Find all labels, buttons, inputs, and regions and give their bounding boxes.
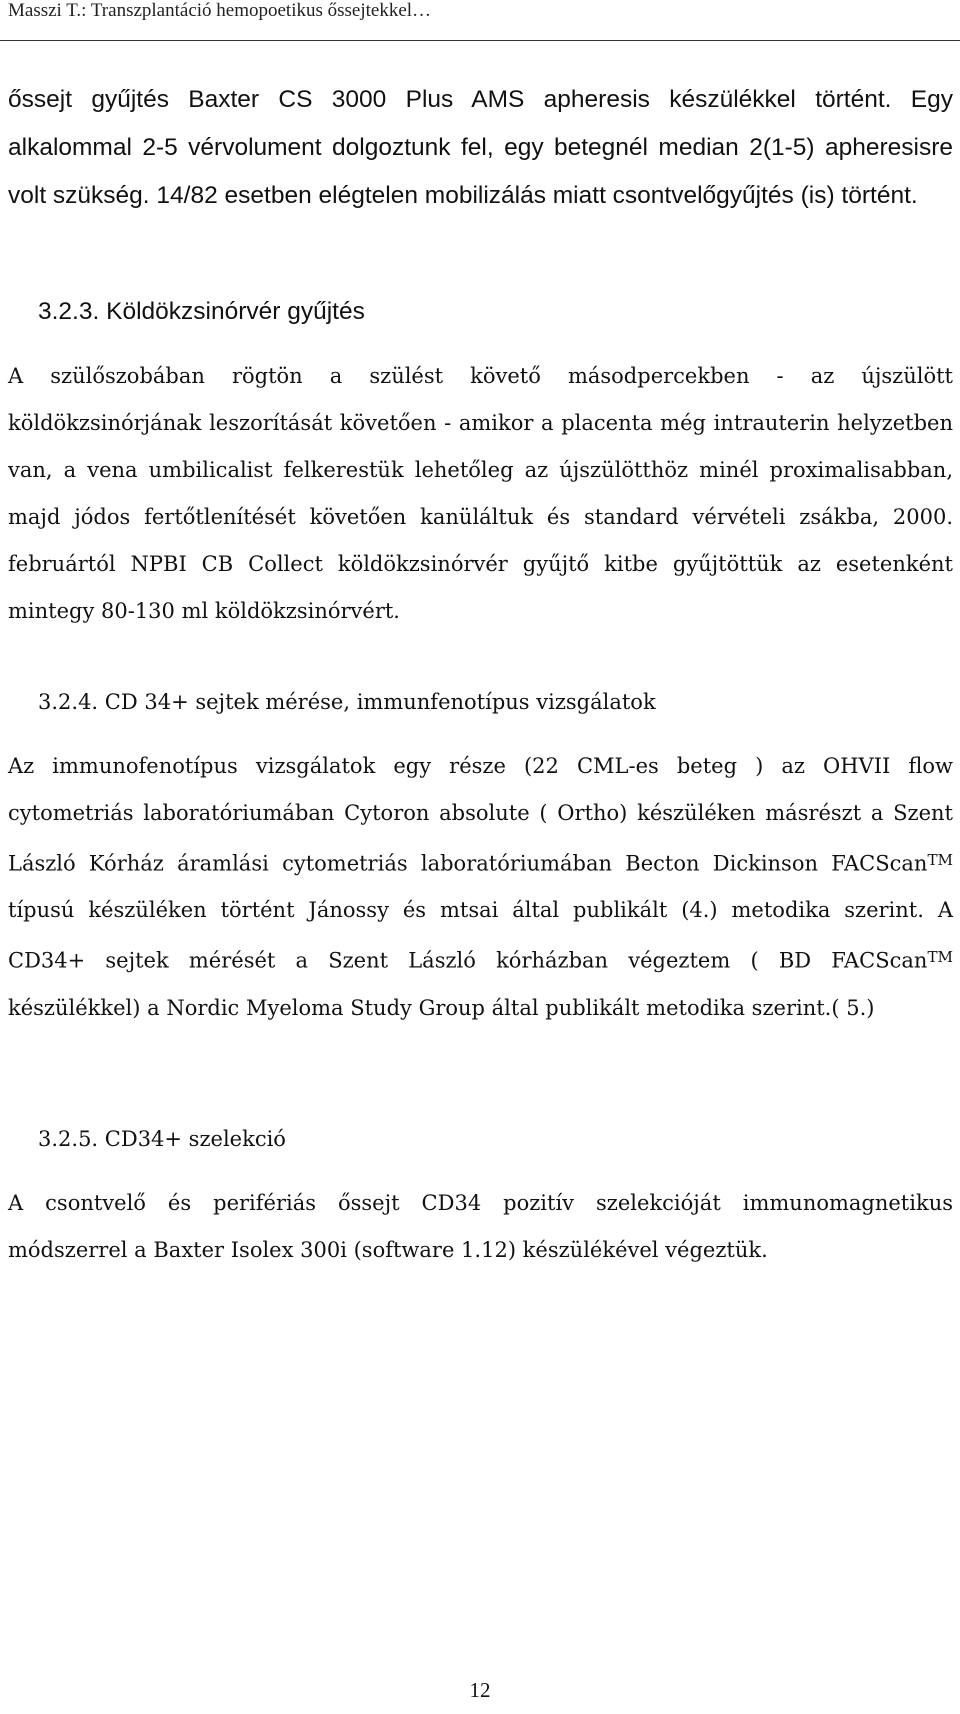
page-number: 12 [469, 1678, 491, 1702]
immunophenotype-text-3: készülékkel) a Nordic Myeloma Study Group által publikált metodika szerint.( 5.) [8, 995, 875, 1020]
trademark-symbol: TM [927, 948, 953, 967]
paragraph-cd34-selection [8, 1180, 953, 1274]
paragraph-immunophenotype [8, 743, 953, 1032]
heading-cord-blood: 3.2.3. Köldökzsinórvér gyűjtés [38, 298, 365, 325]
immunophenotype-text-1: Az immunofenotípus vizsgálatok egy része (22 CML-es beteg ) az OHVII flow cytometriás laboratóriumában Cytoron absolute ( Ortho) készüléken másrészt a Szent László Kórház áramlási cytometriás laboratóriumában Becton Dickinson FACScan [8, 754, 953, 876]
immunophenotype-text-2: típusú készüléken történt Jánossy és mtsai által publikált (4.) metodika szerint. A CD34+ sejtek mérését a Szent László kórházban végeztem ( BD FACScan [8, 898, 953, 973]
paragraph-apheresis: őssejt gyűjtés Baxter CS 3000 Plus AMS apheresis készülékkel történt. Egy alkalommal 2-5 vérvolument dolgoztunk fel, egy betegnél median 2(1-5) apheresisre volt szükség. 14/82 esetben elégtelen mobilizálás miatt csontvelőgyűjtés (is) történt. [8, 86, 953, 209]
paragraph-cord-blood: A szülőszobában rögtön a szülést követő másodpercekben - az újszülött köldökzsinórjának leszorítását követően - amikor a placenta még intrauterin helyzetben van, a vena umbilicalist felkerestük lehetőleg az újszülötthöz minél proximalisabban, majd jódos fertőtlenítését követően kanüláltuk és standard vérvételi zsákba, 2000. februártól NPBI CB Collect köldökzsinórvér gyűjtő kitbe gyűjtöttük az esetenként mintegy 80-130 ml köldökzsinórvért. [8, 364, 953, 623]
trademark-symbol: TM [927, 851, 953, 869]
selection-text-2: a Baxter Isolex 300i (software 1.12) készülékével végeztük. [134, 1238, 768, 1262]
heading-cd34-selection: 3.2.5. CD34+ szelekció [38, 1127, 286, 1151]
heading-cd34-measurement: 3.2.4. CD 34+ sejtek mérése, immunfenotípus vizsgálatok [38, 690, 656, 714]
running-header: Masszi T.: Transzplantáció hemopoetikus őssejtekkel… [8, 0, 432, 21]
header-rule [0, 40, 960, 41]
selection-text-1: A csontvelő és perifériás őssejt CD34 pozitív szelekcióját immunomagnetikus módszerrel [8, 1191, 953, 1262]
